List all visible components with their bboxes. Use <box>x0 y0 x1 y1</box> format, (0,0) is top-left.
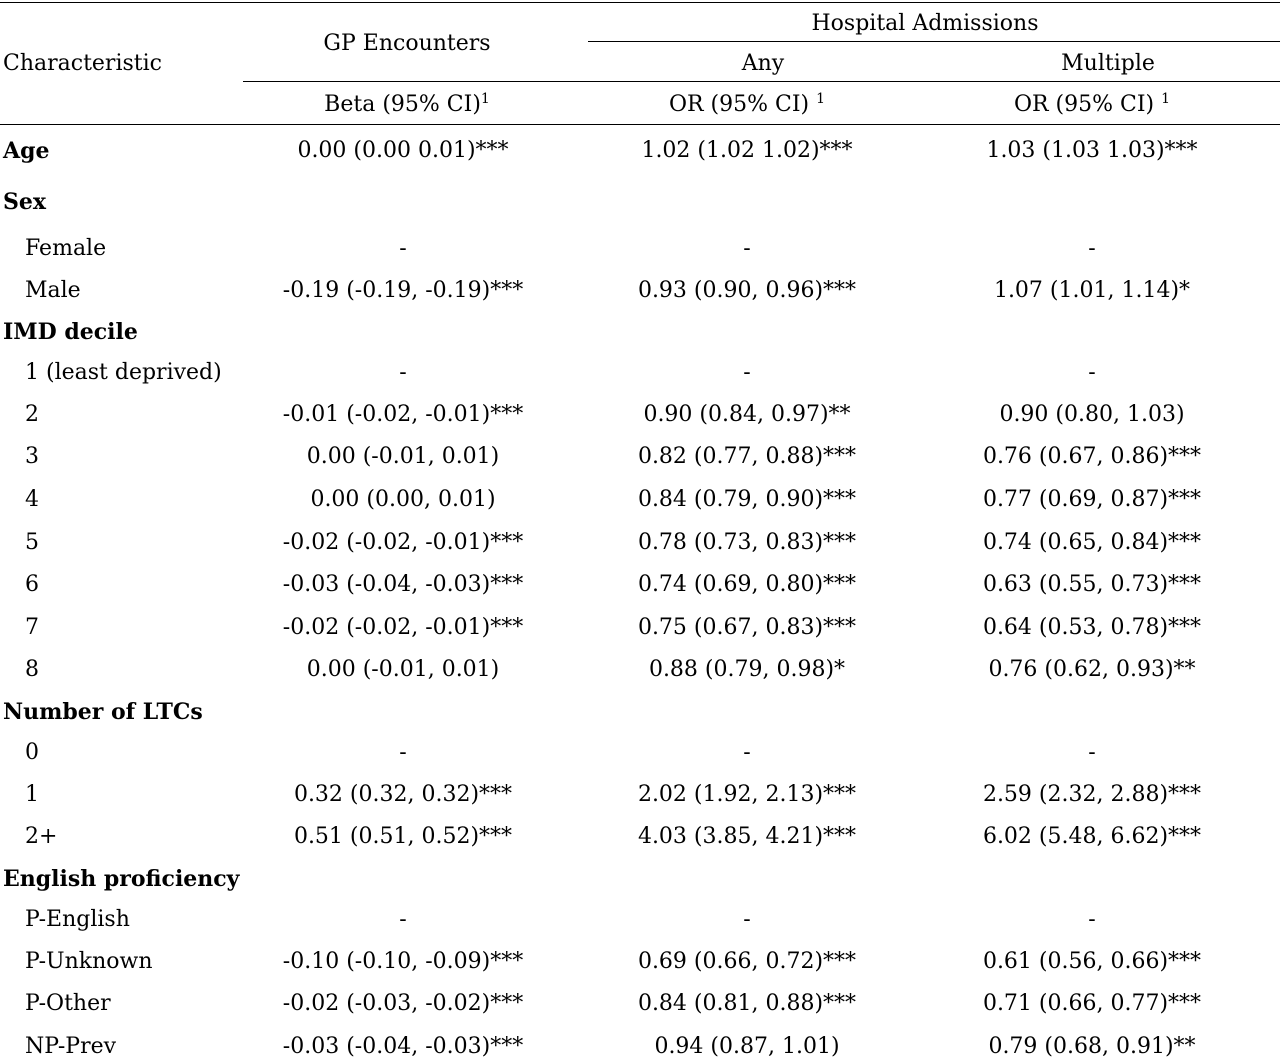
section-heading: Number of LTCs <box>3 699 203 725</box>
row-label: 2+ <box>25 824 58 849</box>
cell-gp: -0.02 (-0.03, -0.02)*** <box>282 991 524 1016</box>
cell-any: 0.93 (0.90, 0.96)*** <box>637 278 857 303</box>
cell-gp: -0.03 (-0.04, -0.03)*** <box>282 572 524 597</box>
cell-gp: - <box>399 360 407 385</box>
cell-gp: -0.02 (-0.02, -0.01)*** <box>282 530 524 555</box>
cell-any: 0.82 (0.77, 0.88)*** <box>637 444 857 469</box>
cell-multiple: - <box>1088 360 1096 385</box>
section-heading: Age <box>3 138 50 164</box>
cell-multiple: 0.71 (0.66, 0.77)*** <box>982 991 1202 1016</box>
multiple-stat-footnote: 1 <box>1161 91 1171 107</box>
cell-any: 0.94 (0.87, 1.01) <box>654 1034 840 1059</box>
row-label: Female <box>25 236 107 261</box>
cell-any: 0.90 (0.84, 0.97)** <box>643 402 851 427</box>
cell-gp: 0.32 (0.32, 0.32)*** <box>293 782 513 807</box>
cell-multiple: 1.03 (1.03 1.03)*** <box>986 138 1198 163</box>
header-any-stat <box>668 91 826 117</box>
row-label: 1 (least deprived) <box>25 360 222 385</box>
cell-multiple: 0.79 (0.68, 0.91)** <box>988 1034 1196 1059</box>
cell-multiple: 0.90 (0.80, 1.03) <box>999 402 1185 427</box>
cell-gp: - <box>399 740 407 765</box>
gp-stat-footnote: 1 <box>480 91 490 107</box>
cell-multiple: 2.59 (2.32, 2.88)*** <box>982 782 1202 807</box>
cell-any: 1.02 (1.02 1.02)*** <box>641 138 853 163</box>
cell-any: 4.03 (3.85, 4.21)*** <box>637 824 857 849</box>
row-label: 8 <box>25 657 39 682</box>
row-label: 7 <box>25 615 39 640</box>
section-heading: IMD decile <box>3 319 138 345</box>
cell-multiple: - <box>1088 236 1096 261</box>
multiple-stat-label: OR (95% CI) <box>1013 92 1162 117</box>
cell-multiple: 0.74 (0.65, 0.84)*** <box>982 530 1202 555</box>
gp-stat-label: Beta (95% CI) <box>324 92 481 117</box>
row-label: 4 <box>25 487 39 512</box>
cell-any: 0.75 (0.67, 0.83)*** <box>637 615 857 640</box>
cell-gp: - <box>399 236 407 261</box>
cell-multiple: 6.02 (5.48, 6.62)*** <box>982 824 1202 849</box>
cell-any: 0.78 (0.73, 0.83)*** <box>637 530 857 555</box>
cell-any: - <box>743 236 751 261</box>
header-gp-encounters: GP Encounters <box>323 31 491 56</box>
cell-gp: -0.03 (-0.04, -0.03)*** <box>282 1034 524 1059</box>
cell-multiple: - <box>1088 907 1096 932</box>
row-label: Male <box>25 278 81 303</box>
cell-multiple: 0.76 (0.62, 0.93)** <box>988 657 1196 682</box>
row-label: NP-Prev <box>25 1034 117 1059</box>
cell-multiple: 0.63 (0.55, 0.73)*** <box>982 572 1202 597</box>
cell-any: - <box>743 360 751 385</box>
cell-any: 0.84 (0.79, 0.90)*** <box>637 487 857 512</box>
cell-gp: 0.00 (0.00, 0.01) <box>310 487 496 512</box>
cell-any: - <box>743 907 751 932</box>
cell-gp: 0.00 (-0.01, 0.01) <box>306 657 500 682</box>
cell-any: - <box>743 740 751 765</box>
header-multiple: Multiple <box>1061 51 1155 76</box>
cell-gp: -0.02 (-0.02, -0.01)*** <box>282 615 524 640</box>
row-label: 3 <box>25 444 39 469</box>
row-label: 2 <box>25 402 39 427</box>
cell-any: 0.88 (0.79, 0.98)* <box>648 657 846 682</box>
cell-multiple: - <box>1088 740 1096 765</box>
header-characteristic: Characteristic <box>3 51 162 76</box>
subheader-rule <box>243 81 1280 82</box>
row-label: 0 <box>25 740 39 765</box>
cell-gp: 0.00 (-0.01, 0.01) <box>306 444 500 469</box>
cell-gp: 0.00 (0.00 0.01)*** <box>297 138 509 163</box>
cell-any: 0.74 (0.69, 0.80)*** <box>637 572 857 597</box>
header-any: Any <box>741 51 785 76</box>
cell-gp: -0.01 (-0.02, -0.01)*** <box>282 402 524 427</box>
cell-multiple: 1.07 (1.01, 1.14)* <box>993 278 1191 303</box>
any-stat-label: OR (95% CI) <box>668 92 817 117</box>
cell-any: 0.69 (0.66, 0.72)*** <box>637 949 857 974</box>
header-bottom-rule <box>0 124 1280 125</box>
header-multiple-stat <box>1013 91 1171 117</box>
cell-multiple: 0.77 (0.69, 0.87)*** <box>982 487 1202 512</box>
section-heading: Sex <box>3 189 47 215</box>
any-stat-footnote: 1 <box>816 91 826 107</box>
row-label: 5 <box>25 530 39 555</box>
cell-gp: -0.10 (-0.10, -0.09)*** <box>282 949 524 974</box>
header-gp-stat <box>324 91 490 117</box>
hospital-admissions-rule <box>588 41 1280 42</box>
row-label: 6 <box>25 572 39 597</box>
cell-gp: - <box>399 907 407 932</box>
cell-multiple: 0.64 (0.53, 0.78)*** <box>982 615 1202 640</box>
cell-gp: 0.51 (0.51, 0.52)*** <box>293 824 513 849</box>
row-label: P-Other <box>25 991 111 1016</box>
row-label: 1 <box>25 782 39 807</box>
row-label: P-English <box>25 907 130 932</box>
cell-gp: -0.19 (-0.19, -0.19)*** <box>282 278 524 303</box>
cell-multiple: 0.76 (0.67, 0.86)*** <box>982 444 1202 469</box>
cell-multiple: 0.61 (0.56, 0.66)*** <box>982 949 1202 974</box>
cell-any: 2.02 (1.92, 2.13)*** <box>637 782 857 807</box>
top-rule <box>0 2 1280 3</box>
section-heading: English proficiency <box>3 866 240 892</box>
header-hospital-admissions: Hospital Admissions <box>811 11 1039 36</box>
cell-any: 0.84 (0.81, 0.88)*** <box>637 991 857 1016</box>
row-label: P-Unknown <box>25 949 153 974</box>
